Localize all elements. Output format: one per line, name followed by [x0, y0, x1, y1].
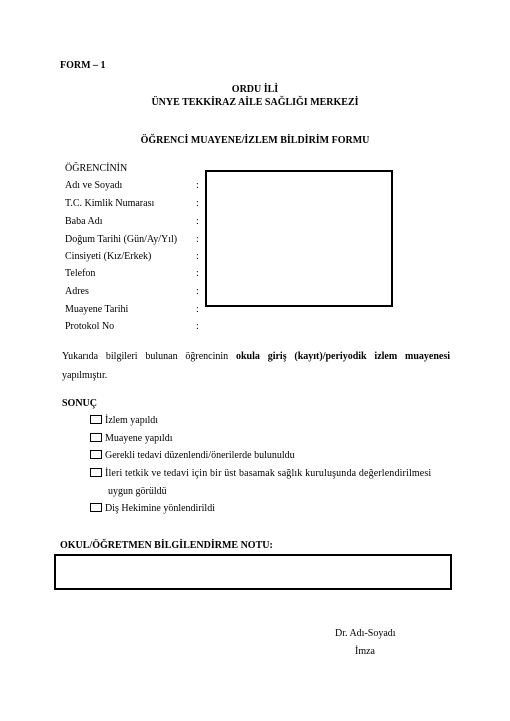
- field-colon: :: [196, 321, 199, 332]
- option-label: İleri tetkik ve tedavi için bir üst basamak sağlık kuruluşunda değerlendirilmesi: [105, 468, 432, 479]
- note-entry-box[interactable]: [54, 554, 452, 590]
- note-heading: OKUL/ÖĞRETMEN BİLGİLENDİRME NOTU:: [60, 540, 273, 551]
- province-title: ORDU İLİ: [231, 84, 279, 95]
- field-label-gender: Cinsiyeti (Kız/Erkek): [65, 251, 152, 262]
- field-colon: :: [196, 216, 199, 227]
- field-label-name: Adı ve Soyadı: [65, 180, 123, 191]
- field-label-father-name: Baba Adı: [65, 216, 103, 227]
- field-label-protocol-no: Protokol No: [65, 321, 115, 332]
- field-colon: :: [196, 251, 199, 262]
- result-option-monitoring: [90, 415, 158, 426]
- option-label: Diş Hekimine yönlendirildi: [105, 503, 215, 514]
- field-colon: :: [196, 304, 199, 315]
- form-title: ÖĞRENCİ MUAYENE/İZLEM BİLDİRİM FORMU: [140, 135, 370, 146]
- option-label: İzlem yapıldı: [105, 415, 159, 426]
- field-colon: :: [196, 180, 199, 191]
- checkbox[interactable]: [90, 468, 102, 477]
- signature-name-label: Dr. Adı-Soyadı: [335, 628, 396, 639]
- field-label-phone: Telefon: [65, 268, 96, 279]
- form-number: FORM – 1: [60, 60, 106, 71]
- statement-emphasis: okula giriş (kayıt)/periyodik izlem muayenesi: [235, 351, 450, 362]
- field-label-exam-date: Muayene Tarihi: [65, 304, 129, 315]
- statement-text: Yukarıda bilgileri bulunan öğrencinin: [62, 351, 236, 362]
- field-label-birth-date: Doğum Tarihi (Gün/Ay/Yıl): [65, 234, 178, 245]
- checkbox[interactable]: [90, 433, 102, 442]
- field-colon: :: [196, 198, 199, 209]
- option-label: Muayene yapıldı: [105, 433, 173, 444]
- option-label: Gerekli tedavi düzenlendi/önerilerde bulunuldu: [105, 450, 295, 461]
- statement-text-end: yapılmıştır.: [62, 370, 108, 381]
- checkbox[interactable]: [90, 450, 102, 459]
- result-option-referral: [90, 468, 431, 479]
- checkbox[interactable]: [90, 503, 102, 512]
- student-section-heading: ÖĞRENCİNİN: [65, 163, 128, 174]
- result-option-examination: [90, 433, 172, 444]
- student-info-entry-box[interactable]: [205, 170, 393, 307]
- option-label-continuation: uygun görüldü: [108, 486, 167, 497]
- result-option-treatment: [90, 450, 295, 461]
- result-option-dentist: [90, 503, 215, 514]
- field-label-address: Adres: [65, 286, 89, 297]
- health-center-title: ÜNYE TEKKİRAZ AİLE SAĞLIĞI MERKEZİ: [151, 97, 359, 108]
- field-colon: :: [196, 286, 199, 297]
- signature-sign-label: İmza: [355, 646, 375, 657]
- result-heading: SONUÇ: [62, 398, 98, 409]
- field-colon: :: [196, 268, 199, 279]
- checkbox[interactable]: [90, 415, 102, 424]
- field-label-tc-number: T.C. Kimlik Numarası: [65, 198, 155, 209]
- exam-statement: [62, 347, 450, 385]
- field-colon: :: [196, 234, 199, 245]
